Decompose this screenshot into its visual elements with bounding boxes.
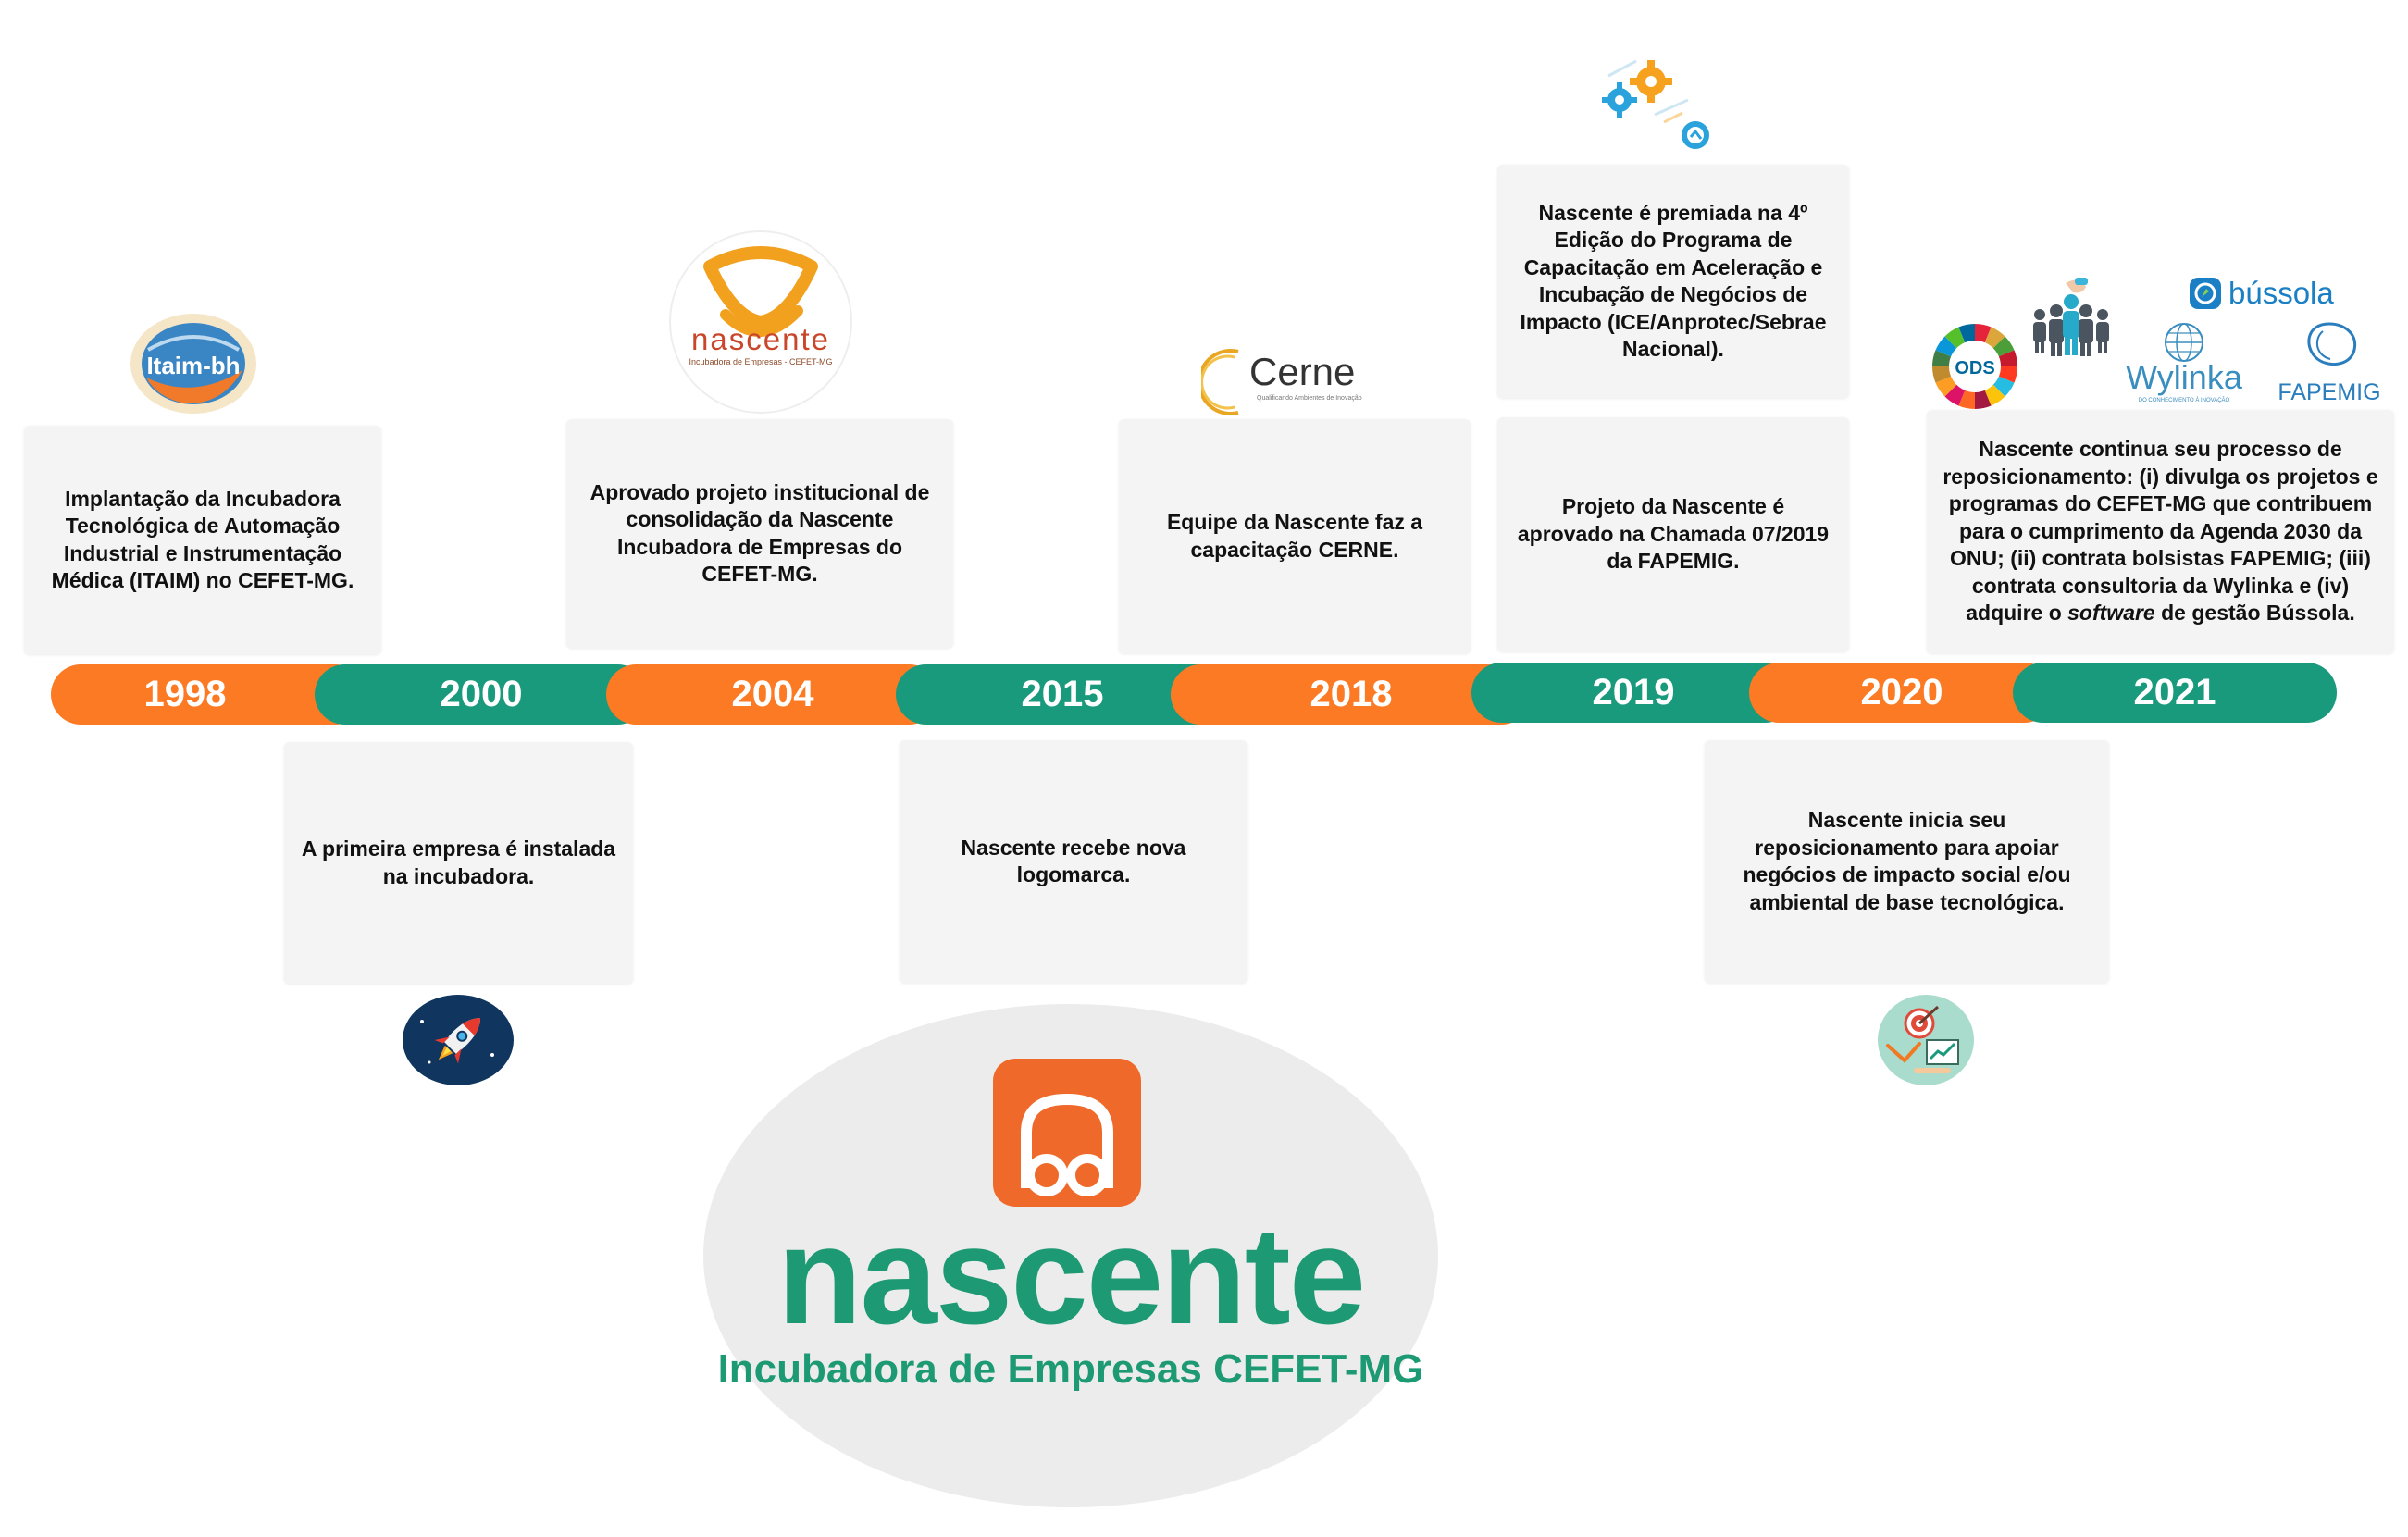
card-2021-text: Nascente continua seu processo de reposicionamento: (i) divulga os projetos e programas do CEFET-MG que contribuem para o cumprimento da Agenda 2030 da ONU; (ii) contrata bolsistas FAPEMIG; (iii) contrata consultoria da Wylinka e (iv) adquire o software de gestão Bússola. [1943,437,2378,626]
nascente-small-logo [668,229,853,415]
nascente-big-logo-text: nascente [776,1197,1365,1353]
ods-wheel [1930,322,2019,411]
itaim-logo-text: Itaim-bh [146,352,241,379]
card-2015 [900,740,1247,983]
nascente-big-logo [702,1003,1439,1508]
wylinka-logo-sub: DO CONHECIMENTO À INOVAÇÃO [2138,398,2230,403]
wylinka-logo [2110,322,2258,411]
card-2000-text: A primeira empresa é instalada na incubadora. [301,837,616,888]
fapemig-logo-text: FAPEMIG [2278,379,2381,405]
nascente-big-logo-sub: Incubadora de Empresas CEFET-MG [717,1346,1424,1392]
nascente-small-logo-sub: Incubadora de Empresas - CEFET-MG [689,357,833,366]
cerne-logo-text: Cerne [1249,350,1356,393]
year-pill-1998: 1998 [51,664,366,725]
card-2019-top [1497,165,1849,398]
card-2021 [1927,410,2394,653]
card-2000 [284,742,633,984]
card-2015-text: Nascente recebe nova logomarca. [961,835,1186,886]
bussola-logo-text: bússola [2228,276,2334,310]
wylinka-logo-text: Wylinka [2126,358,2242,396]
nascente-small-logo-text: nascente [691,322,830,356]
software-word: software [2067,601,2155,626]
bussola-logo [2188,274,2382,315]
year-pill-2000: 2000 [315,664,648,725]
card-2004 [566,419,953,648]
year-pill-2018: 2018 [1171,664,1532,725]
people-icon [2027,274,2116,363]
fapemig-logo [2269,318,2389,411]
year-pill-2004: 2004 [606,664,939,725]
card-2019-text: Projeto da Nascente é aprovado na Chamada 07/2019 da FAPEMIG. [1517,494,1830,574]
card-1998-text: Implantação da Incubadora Tecnológica de Automação Industrial e Instrumentação Médica (ITAIM) no CEFET-MG. [51,486,354,592]
cerne-logo [1201,344,1386,418]
target-chart-icon [1877,994,1975,1086]
ods-text: ODS [1955,358,1995,378]
year-pill-2020: 2020 [1749,663,2054,723]
cerne-logo-sub: Qualificando Ambientes de Inovação [1257,395,1362,402]
gears-icon [1599,57,1716,157]
rocket-icon [402,994,515,1086]
card-2020 [1705,740,2109,983]
itaim-logo [130,313,257,415]
card-1998 [24,426,381,654]
card-2004-text: Aprovado projeto institucional de consolidação da Nascente Incubadora de Empresas do CEFET-MG. [590,479,930,586]
card-2018-text: Equipe da Nascente faz a capacitação CERNE. [1166,510,1423,562]
card-2019 [1497,417,1849,651]
year-pill-2021: 2021 [2013,663,2337,723]
card-2018 [1119,419,1471,653]
year-pill-2019: 2019 [1471,663,1795,723]
card-2020-text: Nascente inicia seu reposicionamento para apoiar negócios de impacto social e/ou ambiental de base tecnológica. [1743,808,2071,914]
year-pill-2015: 2015 [896,664,1229,725]
card-2019-top-text: Nascente é premiada na 4º Edição do Programa de Capacitação em Aceleração e Incubação de Negócios de Impacto (ICE/Anprotec/Sebrae Nacional). [1520,200,1827,361]
